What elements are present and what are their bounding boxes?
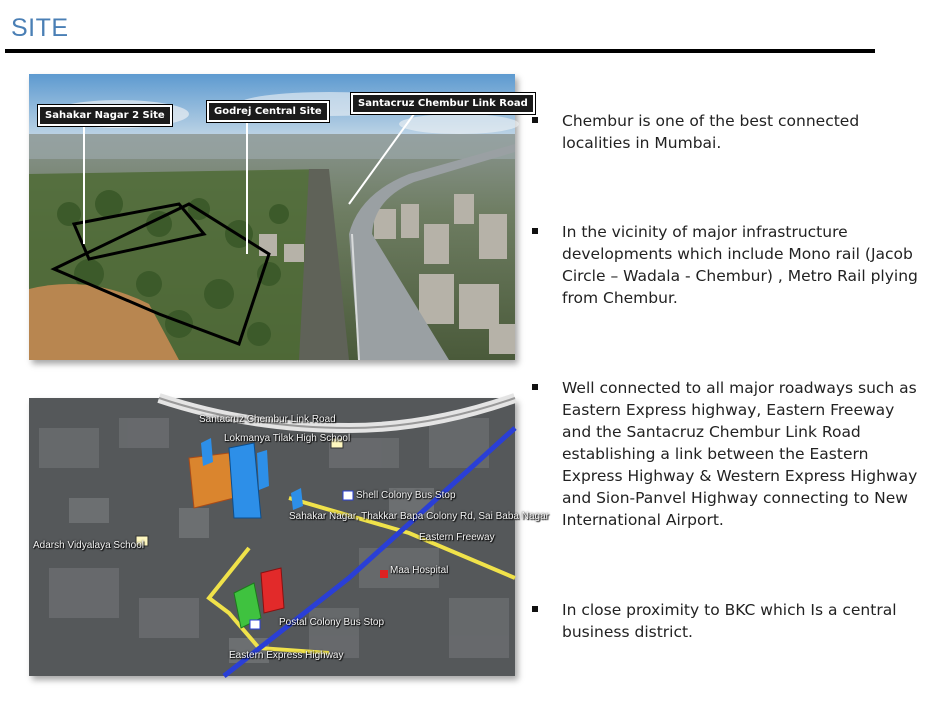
callout-santacruz-chembur-link-road: Santacruz Chembur Link Road	[351, 93, 535, 114]
hospital-icon	[380, 570, 388, 578]
map-label-thakkar-bapa: Sahakar Nagar, Thakkar Bapa Colony Rd, Sai Baba Nagar	[289, 511, 549, 522]
map-label-tilak-school: Lokmanya Tilak High School	[224, 433, 351, 444]
bullet-item: In close proximity to BKC which Is a central business district.	[532, 599, 922, 643]
map-label-maa-hospital: Maa Hospital	[390, 565, 449, 576]
bullet-marker-icon	[532, 384, 538, 390]
map-label-shell-bus-stop: Shell Colony Bus Stop	[356, 490, 456, 501]
map-label-postal-bus-stop: Postal Colony Bus Stop	[279, 617, 385, 628]
bus-stop-icon-2	[250, 620, 260, 629]
map-label-adarsh-school: Adarsh Vidyalaya School	[33, 540, 144, 551]
map-label-eastern-freeway: Eastern Freeway	[419, 532, 495, 543]
callout-godrej-central: Godrej Central Site	[207, 101, 329, 122]
satellite-map	[29, 398, 549, 676]
page-title: SITE	[11, 14, 69, 42]
bullet-item: In the vicinity of major infrastructure developments which include Mono rail (Jacob Circle – Wadala - Chembur) , Metro Rail plying from Chembur.	[532, 221, 922, 309]
bullet-item: Well connected to all major roadways such as Eastern Express highway, Eastern Freeway and the Santacruz Chembur Link Road establishing a link between the Eastern Express Highway & Western Express Highway and Sion-Panvel Highway connecting to New International Airport.	[532, 377, 922, 531]
bus-stop-icon	[343, 491, 353, 500]
aerial-photo	[29, 74, 528, 360]
map-label-scl-road: Santacruz Chembur Link Road	[199, 414, 336, 425]
bullet-marker-icon	[532, 606, 538, 612]
title-underline	[5, 49, 875, 53]
map-label-eastern-express-highway: Eastern Express Highway	[229, 650, 344, 661]
bullet-marker-icon	[532, 117, 538, 123]
bullet-item: Chembur is one of the best connected localities in Mumbai.	[532, 110, 922, 154]
bullet-marker-icon	[532, 228, 538, 234]
callout-sahakar-nagar: Sahakar Nagar 2 Site	[38, 105, 172, 126]
